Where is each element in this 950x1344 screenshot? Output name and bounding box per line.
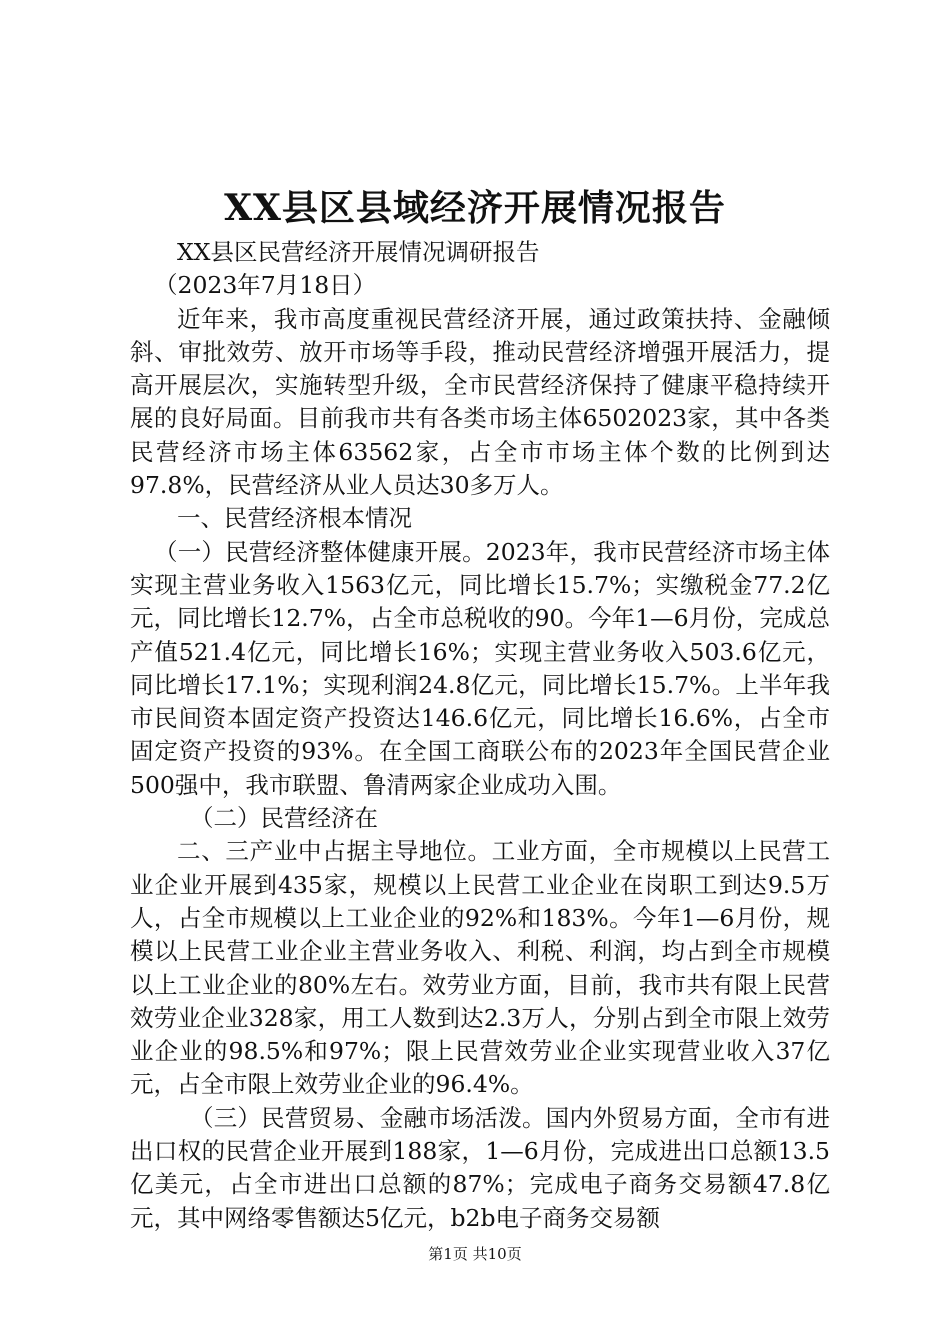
paragraph: （三）民营贸易、金融市场活泼。国内外贸易方面，全市有进出口权的民营企业开展到188家，1—6月份，完成进出口总额13.5亿美元，占全市进出口总额的87%；完成电子商务交易额47.8亿元，其中网络零售额达5亿元，b2b电子商务交易额 [130,1103,830,1232]
paragraph: 二、三产业中占据主导地位。工业方面，全市规模以上民营工业企业开展到435家，规模以上民营工业企业在岗职工到达9.5万人，占全市规模以上工业企业的92%和183%。今年1—6月份，规模以上民营工业企业主营业务收入、利税、利润，均占到全市规模以上工业企业的80%左右。效劳业方面，目前，我市共有限上民营效劳业企业328家，用工人数到达2.3万人，分别占到全市限上效劳业企业的98.5%和97%；限上民营效劳业企业实现营业收入37亿元，占全市限上效劳业企业的96.4%。 [130,837,830,1099]
section-heading: 一、民营经济根本情况 [177,504,412,533]
paragraph: 近年来，我市高度重视民营经济开展，通过政策扶持、金融倾斜、审批效劳、放开市场等手段，推动民营经济增强开展活力，提高开展层次，实施转型升级，全市民营经济保持了健康平稳持续开展的良好局面。目前我市共有各类市场主体6502023家，其中各类民营经济市场主体63562家，占全市市场主体个数的比例到达97.8%，民营经济从业人员达30多万人。 [130,304,830,500]
paragraph: （一）民营经济整体健康开展。2023年，我市民营经济市场主体实现主营业务收入1563亿元，同比增长15.7%；实缴税金77.2亿元，同比增长12.7%，占全市总税收的90。今年1—6月份，完成总产值521.4亿元，同比增长16%；实现主营业务收入503.6亿元，同比增长17.1%；实现利润24.8亿元，同比增长15.7%。上半年我市民间资本固定资产投资达146.6亿元，同比增长16.6%，占全市固定资产投资的93%。在全国工商联公布的2023年全国民营企业500强中，我市联盟、鲁清两家企业成功入围。 [130,537,830,799]
document-date: （2023年7月18日） [154,271,377,300]
document-title: XX县区县域经济开展情况报告 [224,187,726,229]
paragraph: （二）民营经济在 [190,804,378,833]
document-body [130,236,830,1235]
document-subtitle: XX县区民营经济开展情况调研报告 [177,238,540,266]
page-number-footer: 第1页 共10页 [428,1245,522,1263]
